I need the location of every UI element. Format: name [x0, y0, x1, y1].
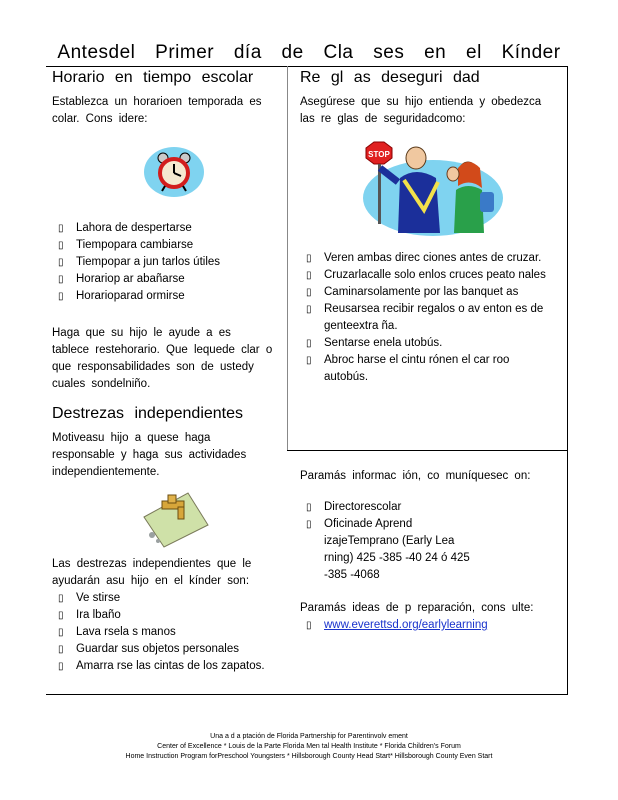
- safety-list-section: [300, 250, 552, 386]
- safety-list: [300, 250, 552, 386]
- skills-section: [52, 404, 274, 481]
- list-item: ▯ Ve stirse: [52, 590, 280, 607]
- frame-bottom-rule: [46, 694, 568, 695]
- crossing-guard-illustration: [358, 138, 503, 238]
- list-item: [300, 617, 558, 634]
- schedule-section: [52, 68, 274, 128]
- skills-list: [52, 590, 280, 675]
- faucet-icon: [138, 487, 210, 549]
- list-item: ▯ Cruzarlacalle solo enlos cruces peato nales: [300, 267, 552, 284]
- skills-heading: Destrezas independientes: [52, 405, 244, 422]
- skills-list-intro: Las destrezas independientes que le ayudarán asu hijo en el kínder son:: [52, 558, 252, 587]
- list-item: ▯ Guardar sus objetos personales: [52, 641, 280, 658]
- list-item: ▯ Tiempopar a jun tarlos útiles: [52, 254, 274, 271]
- early-learning-link[interactable]: www.everettsd.org/earlylearning: [324, 619, 488, 631]
- schedule-heading: Horario en tiempo escolar: [52, 69, 254, 86]
- schedule-list-section: [52, 220, 274, 393]
- list-item: ▯ Sentarse enela utobús.: [300, 335, 552, 352]
- list-item: ▯ Caminarsolamente por las banquet as: [300, 284, 552, 301]
- contact-list: [300, 499, 558, 584]
- footer-credit-line-3: Home Instruction Program forPreschool Youngsters * Hillsborough County Head Start* Hillsborough County Even Start: [125, 753, 493, 760]
- list-item: ▯ Oficinade Aprend izajeTemprano (Early Lea rning) 425 -385 -40 24 ó 425 -385 -4068: [300, 516, 474, 584]
- skills-intro: Motiveasu hijo a quese haga responsable y haga sus actividades independientemente.: [52, 432, 247, 478]
- ideas-intro: Paramás ideas de p reparación, cons ulte:: [300, 602, 534, 614]
- safety-section: [300, 68, 552, 128]
- frame-top-rule: [46, 66, 568, 67]
- contact-section: [300, 468, 558, 584]
- frame-right-rule: [567, 66, 568, 694]
- footer-credit-line-2: Center of Excellence * Louis de la Parte Florida Men tal Health Institute * Florida Children's Forum: [157, 743, 461, 750]
- list-item: ▯ Tiempopara cambiarse: [52, 237, 274, 254]
- list-item: ▯ Abroc harse el cintu rónen el car roo autobús.: [300, 352, 552, 386]
- list-item: ▯ Ira lbaño: [52, 607, 280, 624]
- list-item: ▯ Reusarsea recibir regalos o av enton es de genteextra ña.: [300, 301, 552, 335]
- contact-intro: Paramás informac ión, co muníquesec on:: [300, 470, 531, 482]
- page-title: Antesdel Primer día de Cla ses en el Kínder: [57, 42, 561, 63]
- footer-credit-line-1: Una a d a ptación de Florida Partnership for Parentinvolv ement: [210, 733, 408, 740]
- list-item: ▯ Horariop ar abañarse: [52, 271, 274, 288]
- schedule-list: [52, 220, 274, 305]
- list-item: ▯ Directorescolar: [300, 499, 558, 516]
- skills-list-section: [52, 556, 280, 675]
- list-item: ▯ Lahora de despertarse: [52, 220, 274, 237]
- list-item: ▯ Veren ambas direc ciones antes de cruzar.: [300, 250, 552, 267]
- ideas-section: [300, 600, 558, 634]
- section-divider: [287, 450, 568, 451]
- safety-heading: Re gl as deseguri dad: [300, 69, 480, 86]
- list-item: ▯ Lava rsela s manos: [52, 624, 280, 641]
- ideas-list: [300, 617, 558, 634]
- list-item: ▯ Amarra rse las cintas de los zapatos.: [52, 658, 280, 675]
- safety-intro: Asegúrese que su hijo entienda y obedezca las re glas de seguridadcomo:: [300, 96, 542, 125]
- alarm-clock-icon: [143, 145, 205, 199]
- schedule-closing: Haga que su hijo le ayude a es tablece restehorario. Que lequede clar o que responsabilidades son de ustedy cuales sondelniño.: [52, 327, 273, 390]
- stop-sign-label: STOP: [368, 150, 390, 159]
- column-divider: [287, 66, 288, 450]
- schedule-intro: Establezca un horarioen temporada es colar. Cons idere:: [52, 96, 262, 125]
- list-item: ▯ Horarioparad ormirse: [52, 288, 274, 305]
